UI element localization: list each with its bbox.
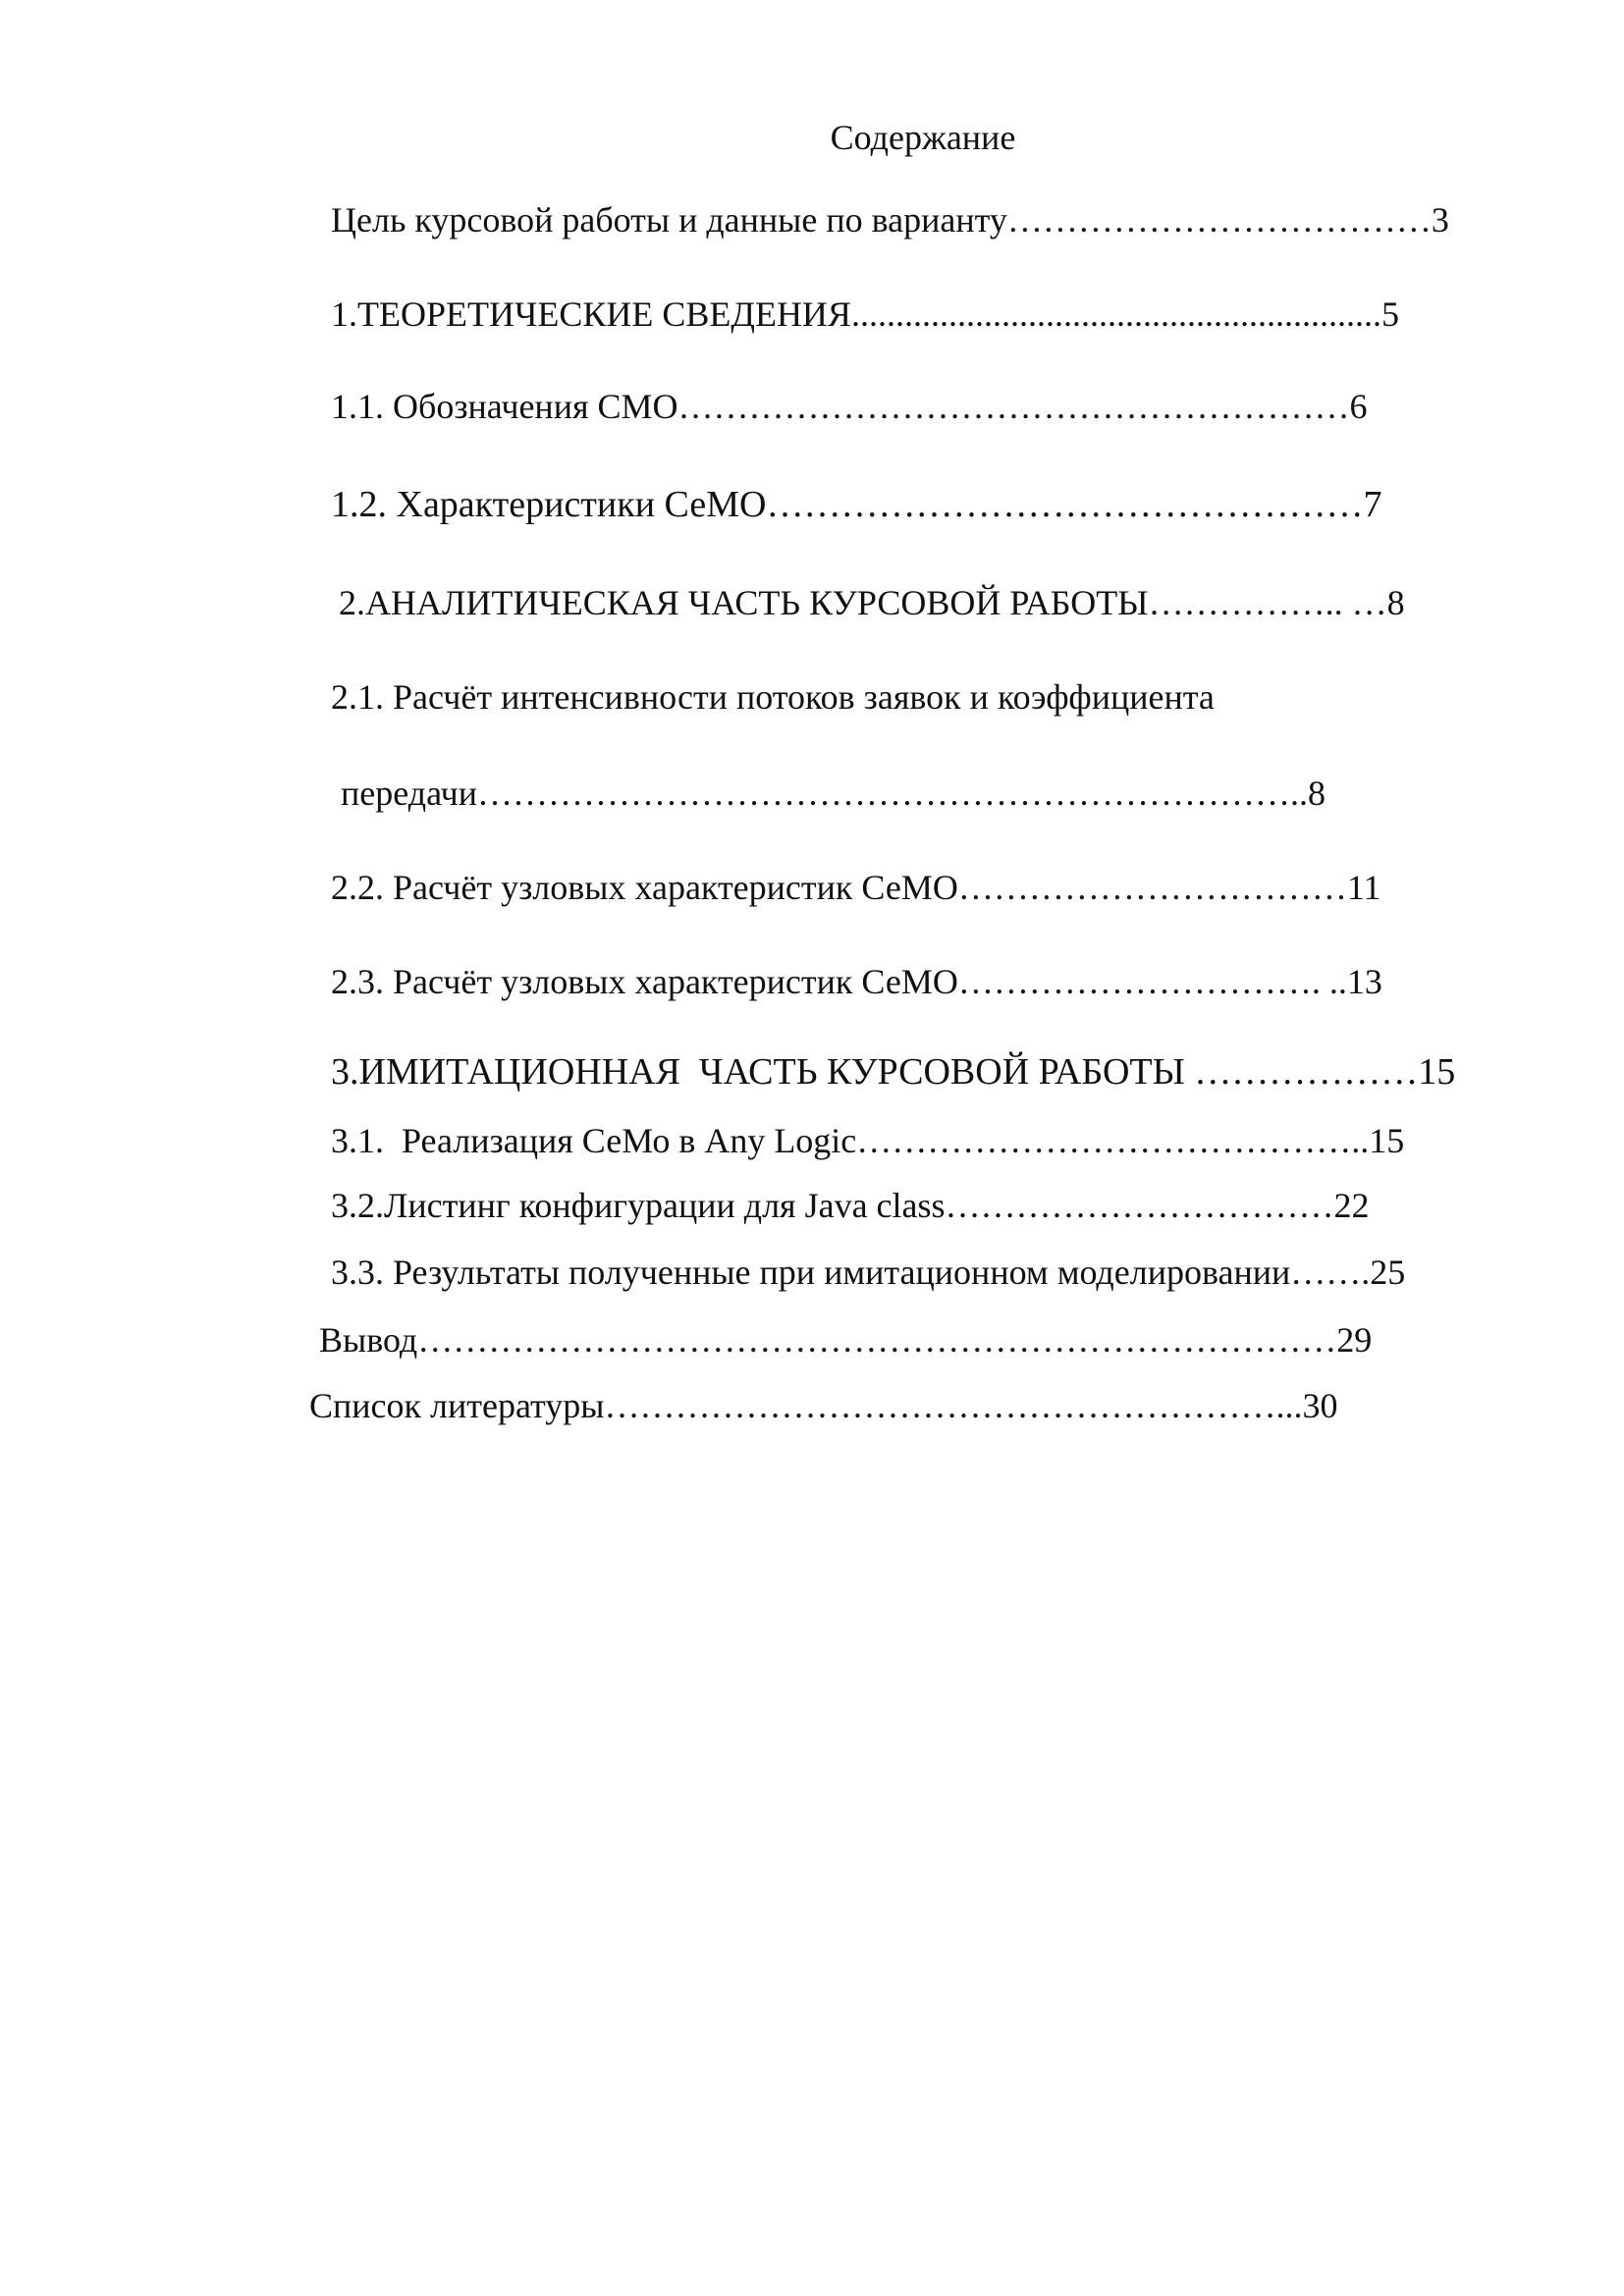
toc-entry bbox=[331, 960, 1519, 1003]
toc-entry bbox=[331, 1050, 1519, 1094]
toc-entry-text: 1.2. Характеристики СеМО…………………………………………7 bbox=[331, 484, 1382, 525]
toc-entry-text: Список литературы…………………………………………………...30 bbox=[309, 1386, 1338, 1425]
toc-entry-text: 2.АНАЛИТИЧЕСКАЯ ЧАСТЬ КУРСОВОЙ РАБОТЫ…………….. …8 bbox=[339, 583, 1405, 622]
toc-entry bbox=[331, 1184, 1519, 1227]
toc-entry bbox=[331, 198, 1519, 241]
toc-entry bbox=[341, 772, 1529, 815]
toc-entry-text: Вывод……………………………………………………………………29 bbox=[319, 1320, 1373, 1360]
toc-entry-text: 3.3. Результаты полученные при имитационном моделировании…….25 bbox=[331, 1253, 1406, 1292]
toc-entry-text: 2.2. Расчёт узловых характеристик СеМО……………………………11 bbox=[331, 868, 1381, 907]
toc-entry bbox=[331, 1251, 1519, 1294]
toc-entry-text: 2.1. Расчёт интенсивности потоков заявок и коэффициента bbox=[331, 677, 1215, 717]
toc-entry bbox=[331, 866, 1519, 909]
toc-entry-text: 3.ИМИТАЦИОННАЯ ЧАСТЬ КУРСОВОЙ РАБОТЫ ………………15 bbox=[331, 1051, 1456, 1093]
toc-entry bbox=[309, 1384, 1497, 1427]
toc-entry-text: Цель курсовой работы и данные по варианту………………………………3 bbox=[331, 200, 1449, 240]
toc-title: Содержание bbox=[830, 118, 1016, 157]
toc-entry-text: 1.1. Обозначения СМО…………………………………………………6 bbox=[331, 387, 1368, 426]
toc-entry-text: 1.ТЕОРЕТИЧЕСКИЕ СВЕДЕНИЯ............................................................5 bbox=[331, 294, 1399, 334]
toc-entry bbox=[331, 1119, 1519, 1162]
toc-entry bbox=[331, 483, 1519, 526]
toc-entry bbox=[319, 1318, 1507, 1362]
toc-entry-text: 3.1. Реализация СеМо в Any Logic……………………………………..15 bbox=[331, 1121, 1405, 1160]
toc-entry bbox=[331, 385, 1519, 428]
toc-entry bbox=[331, 293, 1519, 336]
toc-entry bbox=[331, 675, 1519, 719]
toc-entry-text: передачи……………………………………………………………..8 bbox=[341, 774, 1326, 813]
toc-entry-text: 2.3. Расчёт узловых характеристик СеМО…………………………. ..13 bbox=[331, 962, 1382, 1001]
toc-entry bbox=[339, 581, 1527, 624]
toc-entry-text: 3.2.Листинг конфигурации для Java class……………………………22 bbox=[331, 1186, 1370, 1225]
